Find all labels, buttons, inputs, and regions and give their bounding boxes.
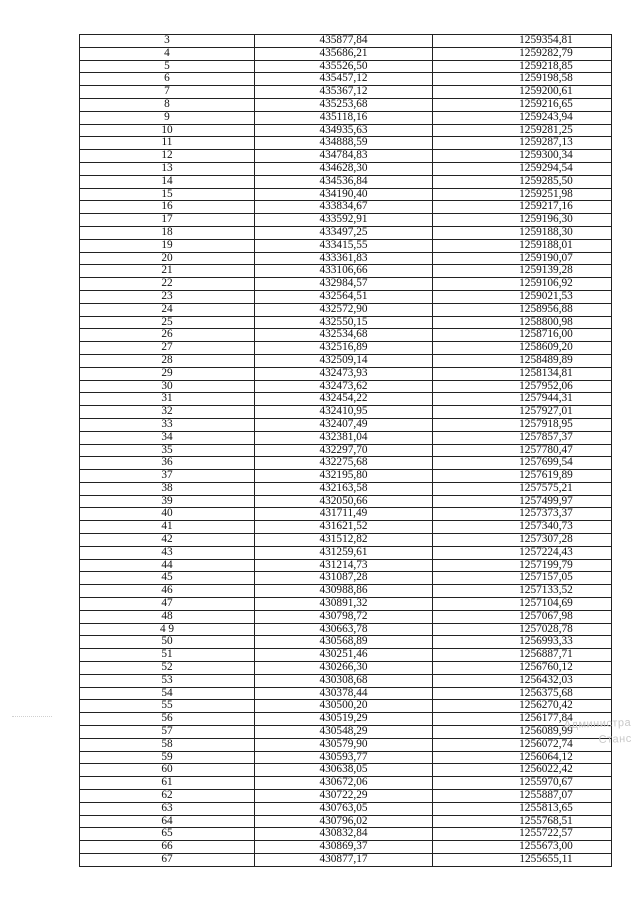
coordinates-table	[79, 34, 612, 867]
point-number-cell: 67	[80, 854, 255, 867]
point-number-cell: 14	[80, 175, 255, 188]
x-coordinate-cell: 430722,29	[255, 790, 433, 803]
y-coordinate-cell: 1255655,11	[433, 854, 612, 867]
point-number-cell: 34	[80, 431, 255, 444]
y-coordinate-cell: 1257199,79	[433, 559, 612, 572]
table-row	[80, 482, 612, 495]
y-coordinate-cell: 1256375,68	[433, 687, 612, 700]
y-coordinate-cell: 1256072,74	[433, 738, 612, 751]
x-coordinate-cell: 432297,70	[255, 444, 433, 457]
point-number-cell: 28	[80, 354, 255, 367]
x-coordinate-cell: 430266,30	[255, 662, 433, 675]
point-number-cell: 21	[80, 265, 255, 278]
point-number-cell: 24	[80, 303, 255, 316]
table-row	[80, 265, 612, 278]
table-row	[80, 188, 612, 201]
y-coordinate-cell: 1257307,28	[433, 534, 612, 547]
y-coordinate-cell: 1257699,54	[433, 457, 612, 470]
table-row	[80, 790, 612, 803]
point-number-cell: 15	[80, 188, 255, 201]
y-coordinate-cell: 1255768,51	[433, 815, 612, 828]
x-coordinate-cell: 432550,15	[255, 316, 433, 329]
point-number-cell: 5	[80, 60, 255, 73]
x-coordinate-cell: 430891,32	[255, 598, 433, 611]
point-number-cell: 39	[80, 495, 255, 508]
x-coordinate-cell: 430519,29	[255, 713, 433, 726]
table-row	[80, 47, 612, 60]
table-row	[80, 214, 612, 227]
x-coordinate-cell: 432516,89	[255, 342, 433, 355]
table-row	[80, 406, 612, 419]
x-coordinate-cell: 432381,04	[255, 431, 433, 444]
table-row	[80, 457, 612, 470]
x-coordinate-cell: 431512,82	[255, 534, 433, 547]
table-row	[80, 35, 612, 48]
y-coordinate-cell: 1257499,97	[433, 495, 612, 508]
point-number-cell: 22	[80, 278, 255, 291]
table-row	[80, 534, 612, 547]
stamp-line-2: Станс	[598, 732, 632, 746]
y-coordinate-cell: 1257780,47	[433, 444, 612, 457]
x-coordinate-cell: 434536,84	[255, 175, 433, 188]
x-coordinate-cell: 430763,05	[255, 802, 433, 815]
table-row	[80, 610, 612, 623]
point-number-cell: 18	[80, 226, 255, 239]
table-row	[80, 700, 612, 713]
x-coordinate-cell: 430500,20	[255, 700, 433, 713]
point-number-cell: 58	[80, 738, 255, 751]
x-coordinate-cell: 431214,73	[255, 559, 433, 572]
point-number-cell: 20	[80, 252, 255, 265]
y-coordinate-cell: 1259188,30	[433, 226, 612, 239]
table-row	[80, 662, 612, 675]
table-row	[80, 572, 612, 585]
point-number-cell: 19	[80, 239, 255, 252]
table-row	[80, 252, 612, 265]
y-coordinate-cell: 1258956,88	[433, 303, 612, 316]
table-row	[80, 329, 612, 342]
point-number-cell: 43	[80, 546, 255, 559]
x-coordinate-cell: 432572,90	[255, 303, 433, 316]
x-coordinate-cell: 435686,21	[255, 47, 433, 60]
point-number-cell: 48	[80, 610, 255, 623]
point-number-cell: 8	[80, 98, 255, 111]
point-number-cell: 11	[80, 137, 255, 150]
table-row	[80, 470, 612, 483]
point-number-cell: 9	[80, 111, 255, 124]
table-row	[80, 585, 612, 598]
point-number-cell: 38	[80, 482, 255, 495]
table-row	[80, 444, 612, 457]
x-coordinate-cell: 432195,80	[255, 470, 433, 483]
table-row	[80, 559, 612, 572]
table-row	[80, 303, 612, 316]
y-coordinate-cell: 1259216,65	[433, 98, 612, 111]
point-number-cell: 45	[80, 572, 255, 585]
point-number-cell: 6	[80, 73, 255, 86]
x-coordinate-cell: 432410,95	[255, 406, 433, 419]
table-row	[80, 111, 612, 124]
table-row	[80, 764, 612, 777]
x-coordinate-cell: 430877,17	[255, 854, 433, 867]
table-row	[80, 239, 612, 252]
table-row	[80, 674, 612, 687]
point-number-cell: 44	[80, 559, 255, 572]
x-coordinate-cell: 430672,06	[255, 777, 433, 790]
x-coordinate-cell: 434190,40	[255, 188, 433, 201]
y-coordinate-cell: 1259218,85	[433, 60, 612, 73]
point-number-cell: 23	[80, 290, 255, 303]
x-coordinate-cell: 430638,05	[255, 764, 433, 777]
y-coordinate-cell: 1257340,73	[433, 521, 612, 534]
point-number-cell: 25	[80, 316, 255, 329]
point-number-cell: 53	[80, 674, 255, 687]
y-coordinate-cell: 1259188,01	[433, 239, 612, 252]
y-coordinate-cell: 1257373,37	[433, 508, 612, 521]
x-coordinate-cell: 430308,68	[255, 674, 433, 687]
table-row	[80, 546, 612, 559]
point-number-cell: 61	[80, 777, 255, 790]
y-coordinate-cell: 1259354,81	[433, 35, 612, 48]
x-coordinate-cell: 435457,12	[255, 73, 433, 86]
x-coordinate-cell: 432564,51	[255, 290, 433, 303]
x-coordinate-cell: 431711,49	[255, 508, 433, 521]
x-coordinate-cell: 430988,86	[255, 585, 433, 598]
point-number-cell: 33	[80, 418, 255, 431]
table-row	[80, 175, 612, 188]
x-coordinate-cell: 431087,28	[255, 572, 433, 585]
point-number-cell: 32	[80, 406, 255, 419]
table-row	[80, 802, 612, 815]
x-coordinate-cell: 430251,46	[255, 649, 433, 662]
y-coordinate-cell: 1255887,07	[433, 790, 612, 803]
table-row	[80, 431, 612, 444]
x-coordinate-cell: 433592,91	[255, 214, 433, 227]
y-coordinate-cell: 1256022,42	[433, 764, 612, 777]
y-coordinate-cell: 1259198,58	[433, 73, 612, 86]
x-coordinate-cell: 432473,93	[255, 367, 433, 380]
x-coordinate-cell: 435118,16	[255, 111, 433, 124]
table-row	[80, 393, 612, 406]
x-coordinate-cell: 432534,68	[255, 329, 433, 342]
y-coordinate-cell: 1257157,05	[433, 572, 612, 585]
x-coordinate-cell: 430798,72	[255, 610, 433, 623]
point-number-cell: 12	[80, 150, 255, 163]
y-coordinate-cell: 1259139,28	[433, 265, 612, 278]
point-number-cell: 42	[80, 534, 255, 547]
x-coordinate-cell: 435253,68	[255, 98, 433, 111]
point-number-cell: 4	[80, 47, 255, 60]
x-coordinate-cell: 430796,02	[255, 815, 433, 828]
table-row	[80, 713, 612, 726]
y-coordinate-cell: 1257944,31	[433, 393, 612, 406]
point-number-cell: 47	[80, 598, 255, 611]
table-row	[80, 777, 612, 790]
x-coordinate-cell: 432050,66	[255, 495, 433, 508]
x-coordinate-cell: 435526,50	[255, 60, 433, 73]
table-row	[80, 342, 612, 355]
point-number-cell: 16	[80, 201, 255, 214]
y-coordinate-cell: 1258609,20	[433, 342, 612, 355]
x-coordinate-cell: 431259,61	[255, 546, 433, 559]
x-coordinate-cell: 432407,49	[255, 418, 433, 431]
x-coordinate-cell: 433361,83	[255, 252, 433, 265]
table-row	[80, 726, 612, 739]
table-row	[80, 521, 612, 534]
point-number-cell: 40	[80, 508, 255, 521]
point-number-cell: 52	[80, 662, 255, 675]
x-coordinate-cell: 432275,68	[255, 457, 433, 470]
y-coordinate-cell: 1257619,89	[433, 470, 612, 483]
y-coordinate-cell: 1259282,79	[433, 47, 612, 60]
point-number-cell: 27	[80, 342, 255, 355]
x-coordinate-cell: 432454,22	[255, 393, 433, 406]
table-row	[80, 380, 612, 393]
point-number-cell: 60	[80, 764, 255, 777]
point-number-cell: 59	[80, 751, 255, 764]
point-number-cell: 4 9	[80, 623, 255, 636]
point-number-cell: 30	[80, 380, 255, 393]
x-coordinate-cell: 432163,58	[255, 482, 433, 495]
point-number-cell: 64	[80, 815, 255, 828]
point-number-cell: 55	[80, 700, 255, 713]
x-coordinate-cell: 435367,12	[255, 86, 433, 99]
table-row	[80, 623, 612, 636]
y-coordinate-cell: 1259200,61	[433, 86, 612, 99]
y-coordinate-cell: 1256064,12	[433, 751, 612, 764]
table-row	[80, 137, 612, 150]
table-row	[80, 649, 612, 662]
point-number-cell: 66	[80, 841, 255, 854]
y-coordinate-cell: 1259294,54	[433, 162, 612, 175]
table-row	[80, 278, 612, 291]
y-coordinate-cell: 1256887,71	[433, 649, 612, 662]
y-coordinate-cell: 1257575,21	[433, 482, 612, 495]
y-coordinate-cell: 1255813,65	[433, 802, 612, 815]
x-coordinate-cell: 430832,84	[255, 828, 433, 841]
x-coordinate-cell: 434935,63	[255, 124, 433, 137]
point-number-cell: 35	[80, 444, 255, 457]
x-coordinate-cell: 430378,44	[255, 687, 433, 700]
y-coordinate-cell: 1258489,89	[433, 354, 612, 367]
point-number-cell: 26	[80, 329, 255, 342]
table-row	[80, 854, 612, 867]
y-coordinate-cell: 1255673,00	[433, 841, 612, 854]
x-coordinate-cell: 434888,59	[255, 137, 433, 150]
table-row	[80, 354, 612, 367]
y-coordinate-cell: 1257028,78	[433, 623, 612, 636]
y-coordinate-cell: 1259281,25	[433, 124, 612, 137]
y-coordinate-cell: 1255970,67	[433, 777, 612, 790]
y-coordinate-cell: 1256270,42	[433, 700, 612, 713]
x-coordinate-cell: 434784,83	[255, 150, 433, 163]
table-row	[80, 316, 612, 329]
point-number-cell: 51	[80, 649, 255, 662]
table-row	[80, 636, 612, 649]
point-number-cell: 7	[80, 86, 255, 99]
coordinates-table-body	[80, 35, 612, 867]
x-coordinate-cell: 430568,89	[255, 636, 433, 649]
table-row	[80, 495, 612, 508]
y-coordinate-cell: 1257857,37	[433, 431, 612, 444]
y-coordinate-cell: 1257952,06	[433, 380, 612, 393]
point-number-cell: 36	[80, 457, 255, 470]
table-row	[80, 841, 612, 854]
y-coordinate-cell: 1257927,01	[433, 406, 612, 419]
table-row	[80, 150, 612, 163]
x-coordinate-cell: 433106,66	[255, 265, 433, 278]
x-coordinate-cell: 430663,78	[255, 623, 433, 636]
y-coordinate-cell: 1257918,95	[433, 418, 612, 431]
table-row	[80, 738, 612, 751]
table-row	[80, 418, 612, 431]
table-row	[80, 73, 612, 86]
table-row	[80, 598, 612, 611]
table-row	[80, 86, 612, 99]
x-coordinate-cell: 432473,62	[255, 380, 433, 393]
table-row	[80, 162, 612, 175]
x-coordinate-cell: 433834,67	[255, 201, 433, 214]
point-number-cell: 62	[80, 790, 255, 803]
x-coordinate-cell: 430548,29	[255, 726, 433, 739]
table-row	[80, 98, 612, 111]
stamp-line-1: Администра	[563, 716, 631, 732]
y-coordinate-cell: 1259106,92	[433, 278, 612, 291]
point-number-cell: 13	[80, 162, 255, 175]
y-coordinate-cell: 1257067,98	[433, 610, 612, 623]
table-row	[80, 124, 612, 137]
y-coordinate-cell: 1259243,94	[433, 111, 612, 124]
y-coordinate-cell: 1259251,98	[433, 188, 612, 201]
point-number-cell: 56	[80, 713, 255, 726]
x-coordinate-cell: 430579,90	[255, 738, 433, 751]
y-coordinate-cell: 1256089,99	[433, 726, 612, 739]
table-row	[80, 226, 612, 239]
y-coordinate-cell: 1256177,84	[433, 713, 612, 726]
x-coordinate-cell: 430593,77	[255, 751, 433, 764]
y-coordinate-cell: 1259196,30	[433, 214, 612, 227]
y-coordinate-cell: 1258134,81	[433, 367, 612, 380]
table-row	[80, 60, 612, 73]
y-coordinate-cell: 1259190,07	[433, 252, 612, 265]
x-coordinate-cell: 435877,84	[255, 35, 433, 48]
y-coordinate-cell: 1258716,00	[433, 329, 612, 342]
y-coordinate-cell: 1256760,12	[433, 662, 612, 675]
table-row	[80, 687, 612, 700]
y-coordinate-cell: 1257104,69	[433, 598, 612, 611]
table-row	[80, 290, 612, 303]
point-number-cell: 29	[80, 367, 255, 380]
table-row	[80, 508, 612, 521]
stamp-watermark	[563, 715, 632, 749]
point-number-cell: 63	[80, 802, 255, 815]
x-coordinate-cell: 432984,57	[255, 278, 433, 291]
x-coordinate-cell: 430869,37	[255, 841, 433, 854]
point-number-cell: 3	[80, 35, 255, 48]
x-coordinate-cell: 434628,30	[255, 162, 433, 175]
x-coordinate-cell: 432509,14	[255, 354, 433, 367]
point-number-cell: 10	[80, 124, 255, 137]
y-coordinate-cell: 1256432,03	[433, 674, 612, 687]
y-coordinate-cell: 1257224,43	[433, 546, 612, 559]
point-number-cell: 65	[80, 828, 255, 841]
y-coordinate-cell: 1259021,53	[433, 290, 612, 303]
x-coordinate-cell: 433415,55	[255, 239, 433, 252]
table-row	[80, 367, 612, 380]
y-coordinate-cell: 1259285,50	[433, 175, 612, 188]
y-coordinate-cell: 1259300,34	[433, 150, 612, 163]
y-coordinate-cell: 1255722,57	[433, 828, 612, 841]
table-row	[80, 751, 612, 764]
point-number-cell: 57	[80, 726, 255, 739]
table-row	[80, 828, 612, 841]
point-number-cell: 50	[80, 636, 255, 649]
y-coordinate-cell: 1256993,33	[433, 636, 612, 649]
x-coordinate-cell: 433497,25	[255, 226, 433, 239]
point-number-cell: 37	[80, 470, 255, 483]
point-number-cell: 31	[80, 393, 255, 406]
y-coordinate-cell: 1258800,98	[433, 316, 612, 329]
point-number-cell: 41	[80, 521, 255, 534]
table-row	[80, 815, 612, 828]
point-number-cell: 46	[80, 585, 255, 598]
y-coordinate-cell: 1259287,13	[433, 137, 612, 150]
y-coordinate-cell: 1257133,52	[433, 585, 612, 598]
point-number-cell: 17	[80, 214, 255, 227]
y-coordinate-cell: 1259217,16	[433, 201, 612, 214]
point-number-cell: 54	[80, 687, 255, 700]
x-coordinate-cell: 431621,52	[255, 521, 433, 534]
margin-mark	[12, 716, 52, 719]
table-row	[80, 201, 612, 214]
